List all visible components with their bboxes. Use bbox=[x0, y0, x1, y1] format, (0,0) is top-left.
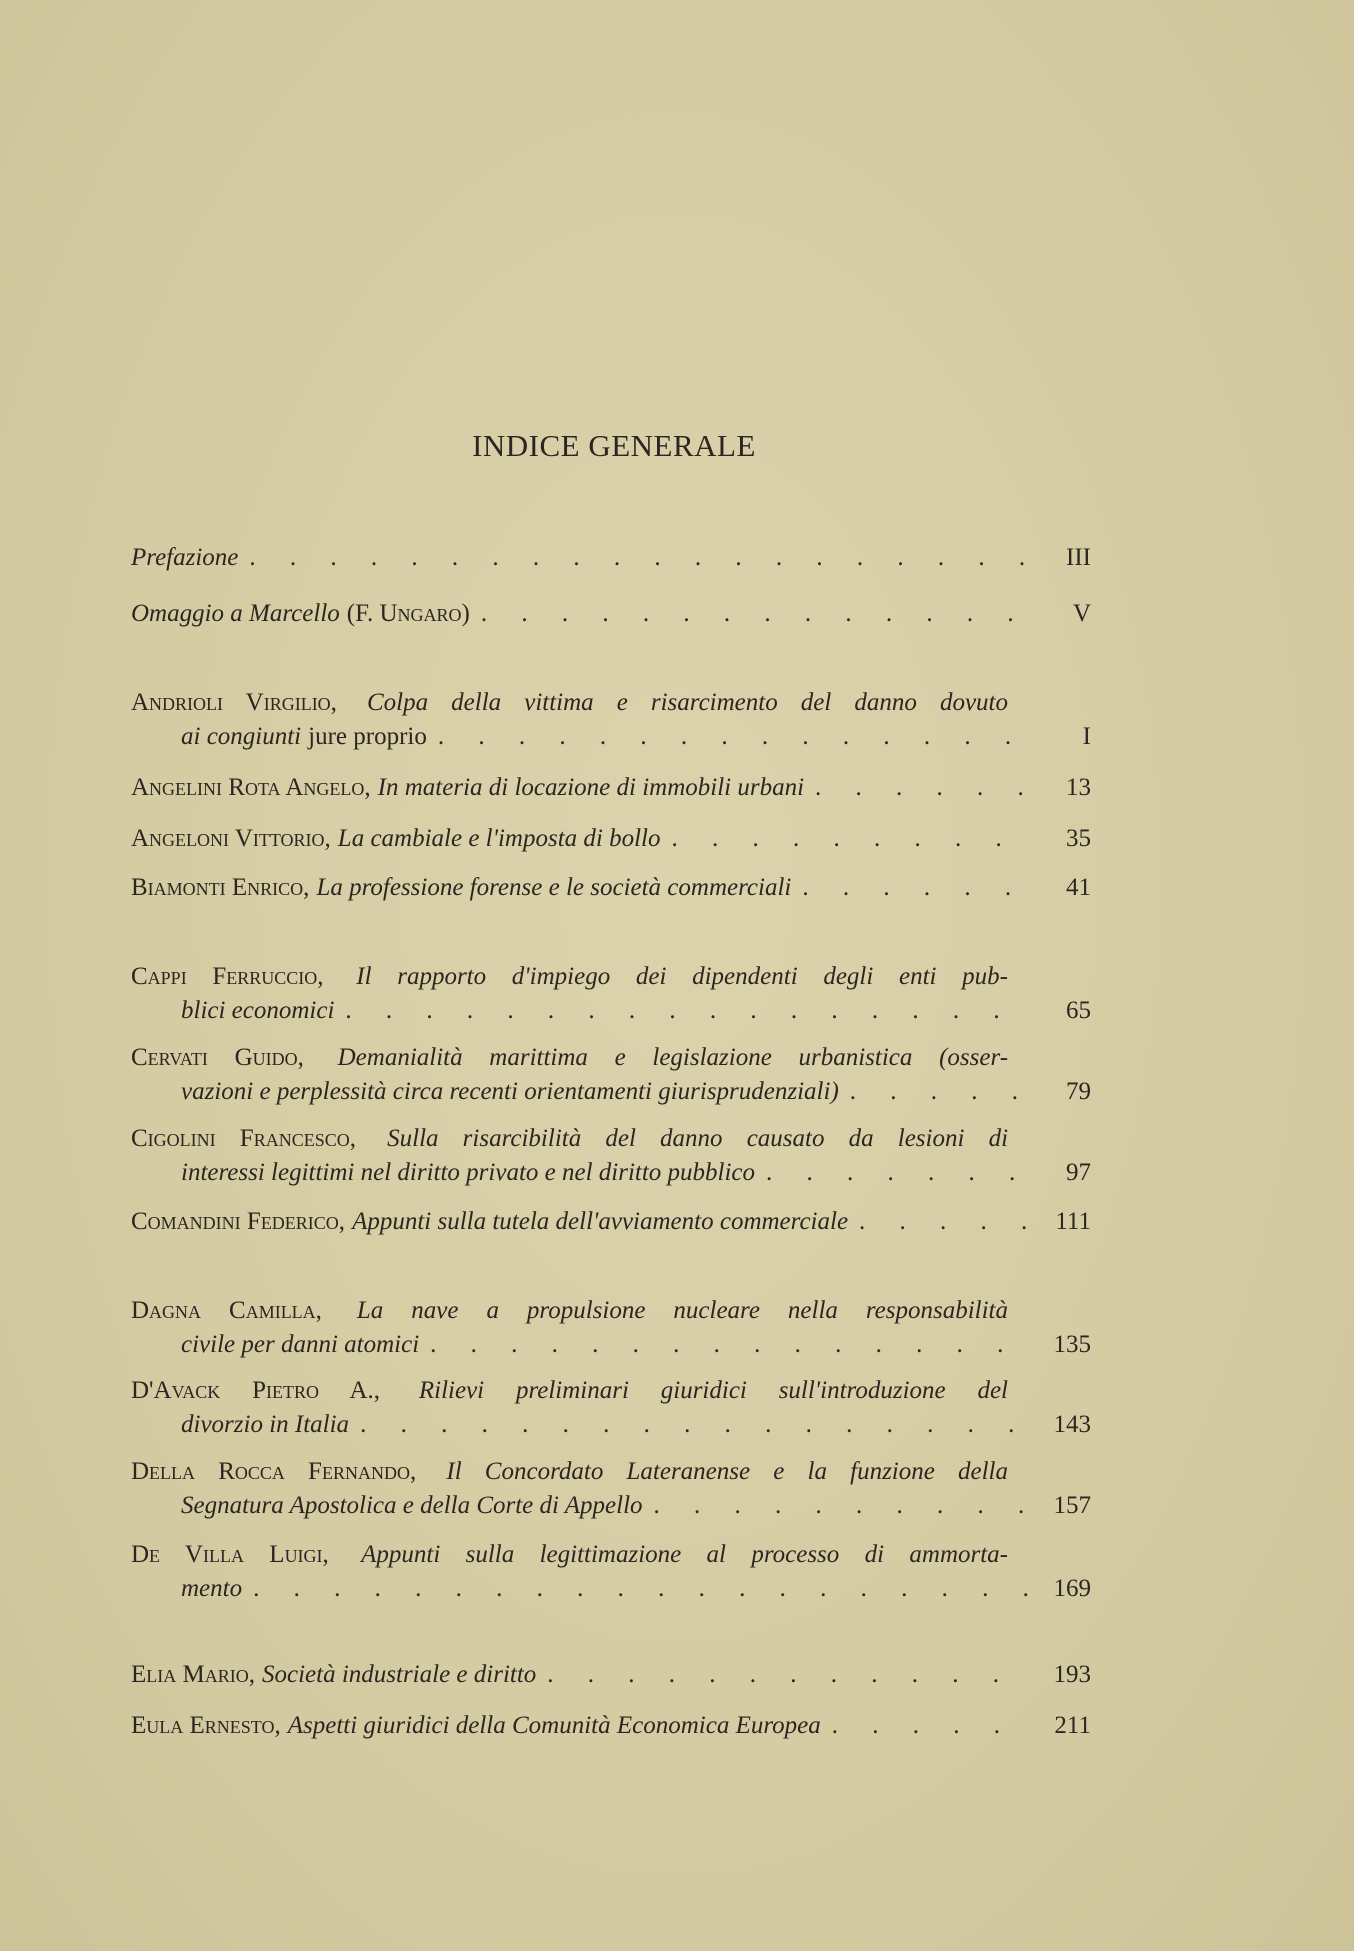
toc-line bbox=[131, 960, 1015, 994]
page-title: INDICE GENERALE bbox=[472, 428, 756, 463]
page-number: III bbox=[1066, 544, 1091, 571]
dot-leader bbox=[859, 1205, 1031, 1239]
entry-title: civile per danni atomici bbox=[181, 1331, 420, 1358]
entry-title: Appunti sulla legittimazione al processo di ammorta- bbox=[361, 1541, 1008, 1568]
toc-line bbox=[131, 597, 1091, 631]
author-name: Comandini Federico, bbox=[131, 1208, 346, 1235]
toc-entry bbox=[131, 1455, 1091, 1523]
author-name: Della Rocca Fernando, bbox=[131, 1458, 417, 1485]
dot-leader bbox=[766, 1156, 1031, 1190]
dot-leader bbox=[672, 822, 1032, 856]
page-number: 111 bbox=[1055, 1208, 1091, 1235]
page-number: I bbox=[1082, 723, 1091, 750]
toc-entry bbox=[131, 1205, 1091, 1239]
entry-title: Il Concordato Lateranense e la funzione della bbox=[446, 1458, 1008, 1485]
page-number: 79 bbox=[1066, 1078, 1091, 1105]
toc-entry bbox=[131, 1374, 1091, 1442]
toc-line bbox=[131, 1408, 1091, 1442]
toc-entry bbox=[131, 1122, 1091, 1190]
toc-entry bbox=[131, 541, 1091, 575]
dot-leader bbox=[815, 771, 1031, 805]
toc-line bbox=[131, 1374, 1015, 1408]
toc-line bbox=[131, 1538, 1015, 1572]
entry-title: Appunti sulla tutela dell'avviamento commerciale bbox=[352, 1208, 849, 1235]
dot-leader bbox=[430, 1328, 1031, 1362]
toc-entry bbox=[131, 1709, 1091, 1743]
toc-entry bbox=[131, 686, 1091, 754]
toc-line bbox=[131, 1075, 1091, 1109]
author-name: Dagna Camilla, bbox=[131, 1297, 322, 1324]
toc-line bbox=[131, 541, 1091, 575]
page-number: 65 bbox=[1066, 997, 1091, 1024]
toc-entry bbox=[131, 1294, 1091, 1362]
toc-line bbox=[131, 1328, 1091, 1362]
toc-line bbox=[131, 1041, 1015, 1075]
page-number: 135 bbox=[1053, 1331, 1091, 1358]
dot-leader bbox=[360, 1408, 1031, 1442]
toc-line bbox=[131, 771, 1091, 805]
toc-entry bbox=[131, 822, 1091, 856]
dot-leader bbox=[654, 1489, 1031, 1523]
author-name: (F. Ungaro) bbox=[346, 600, 470, 627]
dot-leader bbox=[547, 1658, 1031, 1692]
toc-line bbox=[131, 1658, 1091, 1692]
toc-line bbox=[131, 720, 1091, 754]
entry-title: Omaggio a Marcello bbox=[131, 600, 340, 627]
page-number: 97 bbox=[1066, 1159, 1091, 1186]
toc-line bbox=[131, 1294, 1015, 1328]
toc-entry bbox=[131, 960, 1091, 1028]
entry-title: Colpa della vittima e risarcimento del danno dovuto bbox=[367, 689, 1008, 716]
author-name: Cappi Ferruccio, bbox=[131, 963, 324, 990]
author-name: De Villa Luigi, bbox=[131, 1541, 329, 1568]
entry-title: ai congiunti bbox=[181, 723, 302, 750]
author-name: D'Avack Pietro A., bbox=[131, 1377, 381, 1404]
toc-line bbox=[131, 822, 1091, 856]
entry-title: blici economici bbox=[181, 997, 335, 1024]
toc-line bbox=[131, 686, 1015, 720]
page-number: 35 bbox=[1066, 825, 1091, 852]
entry-title: Aspetti giuridici della Comunità Economica Europea bbox=[287, 1712, 821, 1739]
page-number: 169 bbox=[1053, 1575, 1091, 1602]
entry-title: Segnatura Apostolica e della Corte di Appello bbox=[181, 1492, 643, 1519]
author-name: Biamonti Enrico, bbox=[131, 874, 310, 901]
entry-title: divorzio in Italia bbox=[181, 1411, 350, 1438]
page-number: 41 bbox=[1066, 874, 1091, 901]
dot-leader bbox=[253, 1572, 1031, 1606]
dot-leader bbox=[850, 1075, 1031, 1109]
entry-title: Sulla risarcibilità del danno causato da lesioni di bbox=[387, 1125, 1009, 1152]
author-name: Angelini Rota Angelo, bbox=[131, 774, 371, 801]
dot-leader bbox=[802, 871, 1031, 905]
dot-leader bbox=[832, 1709, 1031, 1743]
toc-line bbox=[131, 1455, 1015, 1489]
dot-leader bbox=[438, 720, 1031, 754]
entry-title: In materia di locazione di immobili urbani bbox=[377, 774, 805, 801]
page-number: 13 bbox=[1066, 774, 1091, 801]
dot-leader bbox=[249, 541, 1031, 575]
toc-entry bbox=[131, 597, 1091, 631]
toc-line bbox=[131, 1489, 1091, 1523]
toc-entry bbox=[131, 871, 1091, 905]
toc-line bbox=[131, 1122, 1015, 1156]
author-name: Angeloni Vittorio, bbox=[131, 825, 331, 852]
author-name: Cigolini Francesco, bbox=[131, 1125, 356, 1152]
toc-line bbox=[131, 1572, 1091, 1606]
toc-entry bbox=[131, 1041, 1091, 1109]
page-number: V bbox=[1072, 600, 1091, 627]
author-name: Eula Ernesto, bbox=[131, 1712, 281, 1739]
toc-line bbox=[131, 1709, 1091, 1743]
entry-title: Demanialità marittima e legislazione urbanistica (osser- bbox=[337, 1044, 1009, 1071]
entry-title: mento bbox=[181, 1575, 243, 1602]
page-number: 193 bbox=[1053, 1661, 1091, 1688]
toc-line bbox=[131, 994, 1091, 1028]
toc-entry bbox=[131, 1538, 1091, 1606]
author-name: Andrioli Virgilio, bbox=[131, 689, 337, 716]
entry-title: interessi legittimi nel diritto privato e nel diritto pubblico bbox=[181, 1159, 756, 1186]
toc-entry bbox=[131, 1658, 1091, 1692]
toc-entry bbox=[131, 771, 1091, 805]
page-number: 211 bbox=[1054, 1712, 1091, 1739]
toc-line bbox=[131, 1205, 1091, 1239]
entry-title: Società industriale e diritto bbox=[262, 1661, 537, 1688]
entry-title: La cambiale e l'imposta di bollo bbox=[337, 825, 661, 852]
author-name: Cervati Guido, bbox=[131, 1044, 304, 1071]
toc-line bbox=[131, 871, 1091, 905]
dot-leader bbox=[481, 597, 1031, 631]
entry-title: Rilievi preliminari giuridici sull'introduzione del bbox=[418, 1377, 1008, 1404]
entry-title: Prefazione bbox=[131, 544, 239, 571]
entry-title: La nave a propulsione nucleare nella responsabilità bbox=[356, 1297, 1008, 1324]
dot-leader bbox=[345, 994, 1031, 1028]
page-number: 143 bbox=[1053, 1411, 1091, 1438]
toc-line bbox=[131, 1156, 1091, 1190]
page-number: 157 bbox=[1053, 1492, 1091, 1519]
entry-title: jure proprio bbox=[308, 723, 427, 750]
entry-title: vazioni e perplessità circa recenti orientamenti giurisprudenziali) bbox=[181, 1078, 839, 1105]
entry-title: Il rapporto d'impiego dei dipendenti degli enti pub- bbox=[356, 963, 1009, 990]
entry-title: La professione forense e le società commerciali bbox=[316, 874, 792, 901]
author-name: Elia Mario, bbox=[131, 1661, 255, 1688]
